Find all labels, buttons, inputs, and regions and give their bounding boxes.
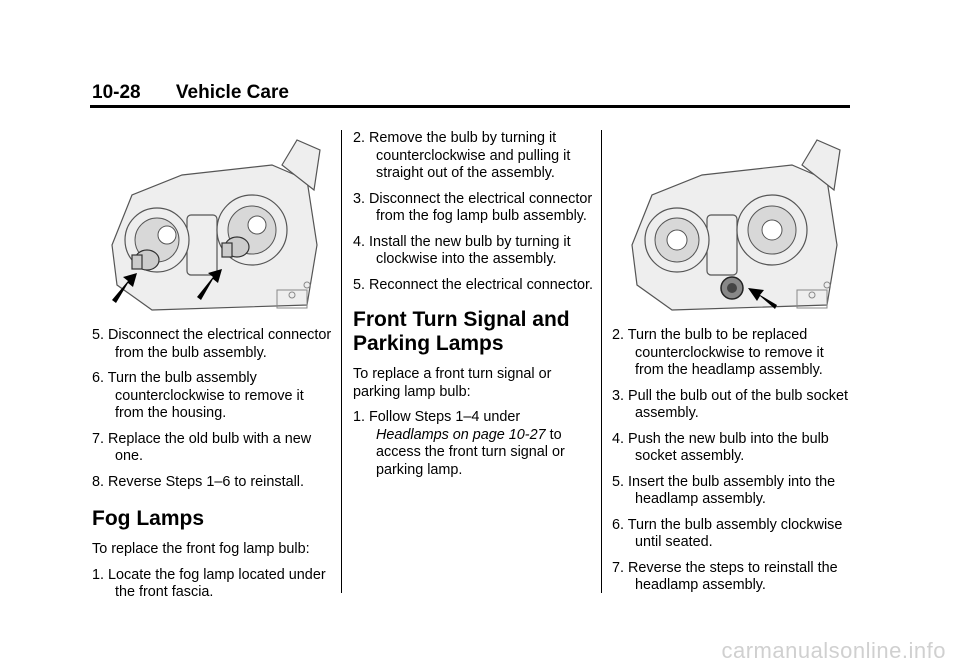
step-7-replace: 7. Replace the old bulb with a new one. [92,430,312,464]
turn-step-6: 6. Turn the bulb assembly clockwise until seated. [612,516,843,550]
turn-step-4: 4. Push the new bulb into the bulb socket assembly. [612,430,829,464]
column-2 [353,130,593,487]
section-title: Vehicle Care [175,82,289,103]
turn-signal-intro: To replace a front turn signal or parking lamp bulb: [353,366,552,400]
column-divider-2 [601,130,602,593]
step-1-prefix: 1. Follow Steps 1–4 under [353,409,521,425]
fog-step-1: 1. Locate the fog lamp located under the front fascia. [92,566,326,600]
page-number: 10-28 [92,82,141,103]
column-1 [92,327,332,610]
fog-step-4: 4. Install the new bulb by turning it clockwise into the assembly. [353,233,571,267]
turn-signal-step-1 [353,409,593,479]
column-divider-1 [341,130,342,593]
step-8-reverse: 8. Reverse Steps 1–6 to reinstall. [92,473,304,490]
headlamps-page-link[interactable]: Headlamps on page 10-27 [376,426,546,443]
step-5-disconnect: 5. Disconnect the electrical connector from the bulb assembly. [92,327,332,361]
headlamp-turn-signal-illustration [612,135,848,315]
turn-signal-heading-line1: Front Turn Signal and [353,308,570,331]
step-1-mid: to [549,426,562,443]
fog-step-3: 3. Disconnect the electrical connector from the fog lamp bulb assembly. [353,190,593,224]
turn-step-3: 3. Pull the bulb out of the bulb socket assembly. [612,387,849,421]
headlamp-bulb-removal-illustration [92,135,328,315]
step-6-turn-bulb: 6. Turn the bulb assembly counterclockwise to remove it from the housing. [92,370,304,421]
fog-lamps-intro: To replace the front fog lamp bulb: [92,541,310,557]
turn-step-5: 5. Insert the bulb assembly into the headlamp assembly. [612,473,836,507]
turn-step-2: 2. Turn the bulb to be replaced counterclockwise to remove it from the headlamp assembly. [612,327,824,378]
page-header [92,82,289,104]
watermark: carmanualsonline.info [721,638,946,663]
turn-signal-heading-line2: Parking Lamps [353,332,504,355]
column-3 [612,327,852,603]
fog-step-5: 5. Reconnect the electrical connector. [353,276,593,293]
header-rule [90,105,850,108]
fog-step-2: 2. Remove the bulb by turning it counterclockwise and pulling it straight out of the assembly. [353,130,571,181]
turn-step-7: 7. Reverse the steps to reinstall the headlamp assembly. [612,559,838,593]
step-1-suffix: access the front turn signal or parking lamp. [376,444,565,478]
fog-lamps-heading: Fog Lamps [92,507,205,530]
